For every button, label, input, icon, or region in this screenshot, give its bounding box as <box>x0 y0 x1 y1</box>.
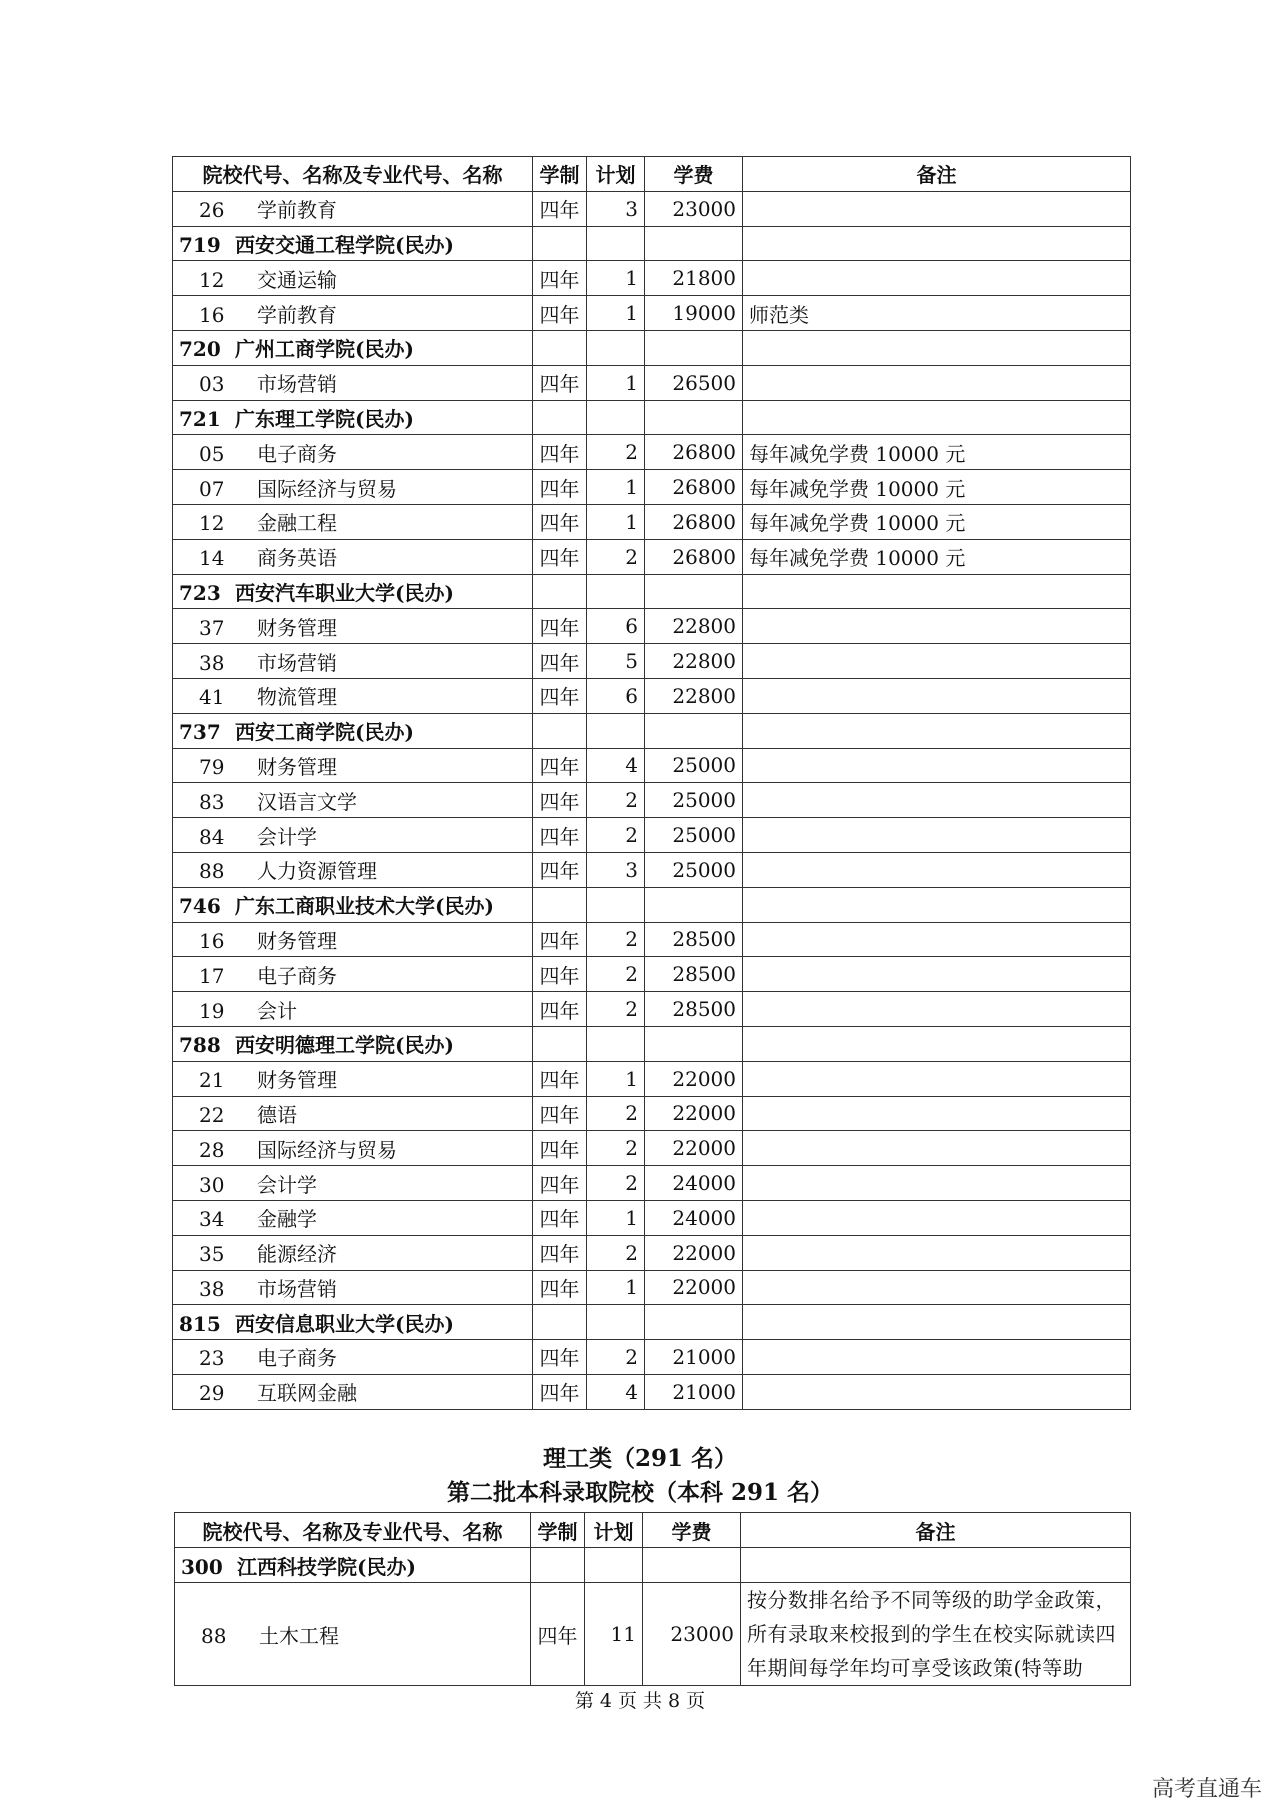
school-code: 746 <box>179 894 221 919</box>
major-code: 30 <box>199 1172 225 1197</box>
header-plan: 计划 <box>587 157 645 192</box>
major-remark: 师范类 <box>743 296 1131 331</box>
school-name: 西安信息职业大学(民办) <box>235 1311 454 1336</box>
major-duration: 四年 <box>533 922 587 957</box>
school-cell <box>173 1305 533 1340</box>
major-name: 交通运输 <box>257 267 337 292</box>
major-code: 34 <box>199 1207 225 1232</box>
major-name: 商务英语 <box>257 546 337 571</box>
major-remark <box>743 783 1131 818</box>
major-code: 16 <box>199 302 225 327</box>
major-name: 物流管理 <box>257 685 337 710</box>
major-fee: 22000 <box>645 1061 743 1096</box>
major-fee: 26800 <box>645 539 743 574</box>
major-row <box>173 435 1131 470</box>
major-row <box>173 191 1131 226</box>
major-duration: 四年 <box>533 365 587 400</box>
major-row <box>173 1131 1131 1166</box>
major-duration: 四年 <box>533 748 587 783</box>
major-cell <box>173 922 533 957</box>
major-duration: 四年 <box>533 818 587 853</box>
major-name: 金融学 <box>257 1207 317 1232</box>
major-fee: 22000 <box>645 1096 743 1131</box>
school-code: 300 <box>181 1554 223 1579</box>
school-name: 西安交通工程学院(民办) <box>235 232 454 257</box>
major-code: 84 <box>199 824 225 849</box>
major-name: 国际经济与贸易 <box>257 476 397 501</box>
major-plan: 2 <box>587 957 645 992</box>
major-plan: 1 <box>587 504 645 539</box>
major-row <box>173 992 1131 1027</box>
major-duration: 四年 <box>533 1374 587 1409</box>
major-code: 83 <box>199 789 225 814</box>
major-remark <box>743 852 1131 887</box>
major-code: 38 <box>199 650 225 675</box>
school-cell <box>175 1548 531 1583</box>
school-cell <box>173 887 533 922</box>
major-plan: 1 <box>587 296 645 331</box>
header-remark: 备注 <box>743 157 1131 192</box>
school-name: 西安明德理工学院(民办) <box>235 1033 454 1058</box>
major-name: 金融工程 <box>257 511 337 536</box>
major-plan: 2 <box>587 1235 645 1270</box>
school-code: 720 <box>179 337 221 362</box>
major-fee: 22000 <box>645 1270 743 1305</box>
major-cell <box>173 1374 533 1409</box>
major-plan: 2 <box>587 818 645 853</box>
school-row <box>173 713 1131 748</box>
major-row <box>173 1166 1131 1201</box>
major-code: 79 <box>199 754 225 779</box>
school-cell <box>173 713 533 748</box>
major-code: 29 <box>199 1381 225 1406</box>
major-cell <box>173 296 533 331</box>
major-fee: 23000 <box>643 1583 741 1686</box>
major-remark <box>743 1131 1131 1166</box>
major-code: 19 <box>199 998 225 1023</box>
major-plan: 2 <box>587 783 645 818</box>
major-duration: 四年 <box>533 1061 587 1096</box>
major-code: 88 <box>201 1623 227 1648</box>
school-name: 西安工商学院(民办) <box>235 720 414 745</box>
major-fee: 22000 <box>645 1131 743 1166</box>
major-row <box>173 1374 1131 1409</box>
major-duration: 四年 <box>533 435 587 470</box>
major-remark <box>743 365 1131 400</box>
school-row <box>173 1305 1131 1340</box>
major-duration: 四年 <box>533 1340 587 1375</box>
major-remark <box>743 1270 1131 1305</box>
major-name: 德语 <box>257 1102 297 1127</box>
major-cell <box>173 818 533 853</box>
major-cell <box>173 1270 533 1305</box>
major-duration: 四年 <box>533 1131 587 1166</box>
major-plan: 4 <box>587 1374 645 1409</box>
major-name: 会计学 <box>257 1172 317 1197</box>
major-remark <box>743 191 1131 226</box>
major-fee: 24000 <box>645 1166 743 1201</box>
school-code: 719 <box>179 232 221 257</box>
major-plan: 5 <box>587 644 645 679</box>
major-remark: 每年减免学费 10000 元 <box>743 504 1131 539</box>
major-remark <box>743 1200 1131 1235</box>
header-plan: 计划 <box>585 1513 643 1548</box>
major-row <box>173 957 1131 992</box>
major-plan: 2 <box>587 1166 645 1201</box>
major-plan: 3 <box>587 191 645 226</box>
major-name: 土木工程 <box>259 1623 339 1648</box>
major-cell <box>173 748 533 783</box>
major-plan: 6 <box>587 678 645 713</box>
school-cell <box>173 574 533 609</box>
school-code: 723 <box>179 580 221 605</box>
major-row <box>173 678 1131 713</box>
major-remark: 每年减免学费 10000 元 <box>743 539 1131 574</box>
section-title: 理工类（291 名） <box>542 1445 738 1472</box>
major-duration: 四年 <box>533 1235 587 1270</box>
major-name: 学前教育 <box>257 198 337 223</box>
school-code: 788 <box>179 1033 221 1058</box>
major-fee: 19000 <box>645 296 743 331</box>
major-fee: 28500 <box>645 957 743 992</box>
major-fee: 23000 <box>645 191 743 226</box>
major-fee: 22800 <box>645 644 743 679</box>
major-cell <box>173 435 533 470</box>
major-code: 16 <box>199 928 225 953</box>
major-plan: 1 <box>587 1061 645 1096</box>
major-cell <box>175 1583 531 1686</box>
major-code: 12 <box>199 267 225 292</box>
major-code: 26 <box>199 198 225 223</box>
major-plan: 1 <box>587 261 645 296</box>
major-cell <box>173 957 533 992</box>
major-cell <box>173 1340 533 1375</box>
school-cell <box>173 1026 533 1061</box>
major-cell <box>173 644 533 679</box>
major-row <box>173 1270 1131 1305</box>
school-code: 737 <box>179 720 221 745</box>
major-name: 互联网金融 <box>257 1381 357 1406</box>
major-row <box>173 504 1131 539</box>
school-cell <box>173 330 533 365</box>
major-code: 07 <box>199 476 225 501</box>
major-row <box>173 296 1131 331</box>
major-duration: 四年 <box>533 191 587 226</box>
major-name: 国际经济与贸易 <box>257 1137 397 1162</box>
major-fee: 26800 <box>645 470 743 505</box>
major-cell <box>173 992 533 1027</box>
major-duration: 四年 <box>531 1583 585 1686</box>
major-name: 财务管理 <box>257 754 337 779</box>
major-remark <box>743 1166 1131 1201</box>
major-code: 38 <box>199 1276 225 1301</box>
major-plan: 2 <box>587 539 645 574</box>
major-fee: 25000 <box>645 818 743 853</box>
major-duration: 四年 <box>533 609 587 644</box>
major-cell <box>173 1200 533 1235</box>
major-row <box>173 644 1131 679</box>
page-number: 第 4 页 共 8 页 <box>574 1690 706 1712</box>
major-remark: 每年减免学费 10000 元 <box>743 470 1131 505</box>
major-remark <box>743 678 1131 713</box>
major-cell <box>173 1131 533 1166</box>
major-name: 电子商务 <box>257 1346 337 1371</box>
major-remark <box>743 922 1131 957</box>
major-fee: 28500 <box>645 992 743 1027</box>
major-name: 市场营销 <box>257 650 337 675</box>
major-plan: 2 <box>587 435 645 470</box>
major-plan: 3 <box>587 852 645 887</box>
major-duration: 四年 <box>533 504 587 539</box>
major-row <box>173 470 1131 505</box>
major-cell <box>173 783 533 818</box>
school-row <box>173 400 1131 435</box>
major-remark <box>743 1340 1131 1375</box>
major-duration: 四年 <box>533 539 587 574</box>
major-remark <box>743 957 1131 992</box>
major-cell <box>173 539 533 574</box>
major-remark <box>743 644 1131 679</box>
section-subtitle: 第二批本科录取院校（本科 291 名） <box>446 1479 834 1506</box>
header-fee: 学费 <box>645 157 743 192</box>
school-row <box>173 1026 1131 1061</box>
watermark: 高考直通车 <box>1151 1777 1262 1802</box>
major-plan: 2 <box>587 992 645 1027</box>
major-code: 23 <box>199 1346 225 1371</box>
major-duration: 四年 <box>533 678 587 713</box>
major-plan: 1 <box>587 1270 645 1305</box>
major-remark: 按分数排名给予不同等级的助学金政策，所有录取来校报到的学生在校实际就读四年期间每学年均可享受该政策(特等助 <box>741 1583 1131 1686</box>
major-plan: 6 <box>587 609 645 644</box>
major-duration: 四年 <box>533 261 587 296</box>
school-name: 西安汽车职业大学(民办) <box>235 580 454 605</box>
major-fee: 26500 <box>645 365 743 400</box>
school-code: 815 <box>179 1311 221 1336</box>
major-name: 财务管理 <box>257 928 337 953</box>
major-remark <box>743 818 1131 853</box>
major-row <box>173 783 1131 818</box>
major-row <box>175 1583 1131 1686</box>
header-duration: 学制 <box>533 157 587 192</box>
major-row <box>173 1235 1131 1270</box>
major-fee: 24000 <box>645 1200 743 1235</box>
major-cell <box>173 504 533 539</box>
major-row <box>173 852 1131 887</box>
major-name: 电子商务 <box>257 963 337 988</box>
major-code: 17 <box>199 963 225 988</box>
major-duration: 四年 <box>533 992 587 1027</box>
header-duration: 学制 <box>531 1513 585 1548</box>
major-duration: 四年 <box>533 1270 587 1305</box>
school-row <box>173 887 1131 922</box>
major-remark <box>743 748 1131 783</box>
major-remark <box>743 1061 1131 1096</box>
header-name: 院校代号、名称及专业代号、名称 <box>173 157 533 192</box>
major-plan: 1 <box>587 470 645 505</box>
major-name: 能源经济 <box>257 1242 337 1267</box>
major-plan: 2 <box>587 1131 645 1166</box>
school-cell <box>173 226 533 261</box>
major-name: 市场营销 <box>257 1276 337 1301</box>
major-fee: 22000 <box>645 1235 743 1270</box>
major-fee: 21000 <box>645 1374 743 1409</box>
major-row <box>173 1340 1131 1375</box>
major-duration: 四年 <box>533 1096 587 1131</box>
major-row <box>173 365 1131 400</box>
major-plan: 4 <box>587 748 645 783</box>
major-plan: 2 <box>587 1096 645 1131</box>
major-plan: 1 <box>587 365 645 400</box>
major-fee: 21000 <box>645 1340 743 1375</box>
major-code: 22 <box>199 1102 225 1127</box>
major-duration: 四年 <box>533 852 587 887</box>
major-code: 88 <box>199 859 225 884</box>
header-remark: 备注 <box>741 1513 1131 1548</box>
major-fee: 26800 <box>645 435 743 470</box>
major-fee: 28500 <box>645 922 743 957</box>
school-name: 江西科技学院(民办) <box>237 1554 416 1579</box>
major-name: 会计学 <box>257 824 317 849</box>
major-remark <box>743 261 1131 296</box>
admission-table-liberal-arts <box>172 156 1131 1410</box>
major-code: 21 <box>199 1068 225 1093</box>
major-duration: 四年 <box>533 470 587 505</box>
major-fee: 26800 <box>645 504 743 539</box>
major-cell <box>173 191 533 226</box>
table-body <box>173 191 1131 1409</box>
major-cell <box>173 470 533 505</box>
major-cell <box>173 609 533 644</box>
major-code: 28 <box>199 1137 225 1162</box>
admission-table-science <box>174 1512 1131 1686</box>
major-code: 05 <box>199 441 225 466</box>
major-code: 12 <box>199 511 225 536</box>
major-duration: 四年 <box>533 783 587 818</box>
major-code: 14 <box>199 546 225 571</box>
school-cell <box>173 400 533 435</box>
major-row <box>173 1061 1131 1096</box>
major-duration: 四年 <box>533 1166 587 1201</box>
major-cell <box>173 365 533 400</box>
major-name: 会计 <box>257 998 297 1023</box>
school-row <box>173 330 1131 365</box>
major-name: 财务管理 <box>257 615 337 640</box>
header-fee: 学费 <box>643 1513 741 1548</box>
major-duration: 四年 <box>533 296 587 331</box>
major-remark <box>743 1374 1131 1409</box>
major-name: 市场营销 <box>257 372 337 397</box>
major-code: 35 <box>199 1242 225 1267</box>
school-row <box>175 1548 1131 1583</box>
major-fee: 25000 <box>645 748 743 783</box>
table-header-row <box>175 1513 1131 1548</box>
major-plan: 2 <box>587 1340 645 1375</box>
major-row <box>173 1096 1131 1131</box>
major-row <box>173 261 1131 296</box>
school-name: 广东工商职业技术大学(民办) <box>235 894 494 919</box>
major-cell <box>173 261 533 296</box>
major-row <box>173 748 1131 783</box>
major-name: 学前教育 <box>257 302 337 327</box>
major-remark <box>743 992 1131 1027</box>
major-name: 财务管理 <box>257 1068 337 1093</box>
major-cell <box>173 1166 533 1201</box>
major-code: 03 <box>199 372 225 397</box>
major-code: 37 <box>199 615 225 640</box>
school-row <box>173 226 1131 261</box>
major-duration: 四年 <box>533 957 587 992</box>
major-row <box>173 818 1131 853</box>
major-cell <box>173 678 533 713</box>
major-row <box>173 539 1131 574</box>
major-fee: 21800 <box>645 261 743 296</box>
major-fee: 22800 <box>645 609 743 644</box>
school-row <box>173 574 1131 609</box>
school-code: 721 <box>179 406 221 431</box>
major-plan: 2 <box>587 922 645 957</box>
major-plan: 1 <box>587 1200 645 1235</box>
major-plan: 11 <box>585 1583 643 1686</box>
major-remark <box>743 609 1131 644</box>
major-cell <box>173 1096 533 1131</box>
major-fee: 25000 <box>645 852 743 887</box>
table-header-row <box>173 157 1131 192</box>
major-name: 电子商务 <box>257 441 337 466</box>
major-fee: 25000 <box>645 783 743 818</box>
major-cell <box>173 1061 533 1096</box>
major-row <box>173 922 1131 957</box>
school-name: 广东理工学院(民办) <box>235 406 414 431</box>
major-row <box>173 1200 1131 1235</box>
major-code: 41 <box>199 685 225 710</box>
major-remark <box>743 1235 1131 1270</box>
major-fee: 22800 <box>645 678 743 713</box>
major-name: 汉语言文学 <box>257 789 357 814</box>
major-duration: 四年 <box>533 644 587 679</box>
major-remark <box>743 1096 1131 1131</box>
major-duration: 四年 <box>533 1200 587 1235</box>
major-cell <box>173 1235 533 1270</box>
major-remark: 每年减免学费 10000 元 <box>743 435 1131 470</box>
major-name: 人力资源管理 <box>257 859 377 884</box>
major-row <box>173 609 1131 644</box>
header-name: 院校代号、名称及专业代号、名称 <box>175 1513 531 1548</box>
major-cell <box>173 852 533 887</box>
school-name: 广州工商学院(民办) <box>235 337 414 362</box>
